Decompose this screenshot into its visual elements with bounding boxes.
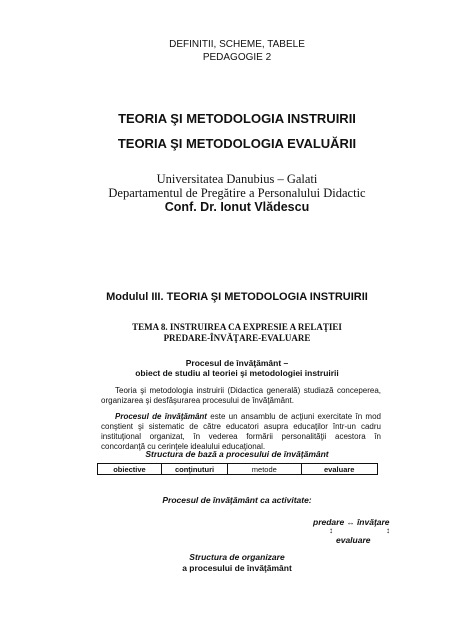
tema-line-1: TEMA 8. INSTRUIREA CA EXPRESIE A RELAŢIEI	[132, 322, 342, 332]
structure-cell-continuturi: conţinuturi	[161, 464, 227, 475]
paragraph-didactica: Teoria şi metodologia instruirii (Didactica generală) studiază conceperea, organizarea şi desfăşurarea procesului de învăţământ.	[101, 386, 381, 405]
organization-caption-2: a procesului de învăţământ	[182, 563, 292, 573]
diagram-predare	[313, 517, 390, 529]
organization-caption-1: Structura de organizare	[189, 552, 285, 562]
header-line-2: PEDAGOGIE 2	[202, 52, 272, 63]
structure-table	[97, 463, 378, 475]
definition-term: Procesul de învăţământ	[115, 412, 207, 421]
paragraph-definition	[101, 412, 381, 452]
up-down-arrow-icon-right: ↕	[386, 526, 390, 535]
left-right-arrow-icon: ↔	[346, 518, 355, 527]
section-heading-2: obiect de studiu al teoriei şi metodologiei instruirii	[135, 368, 339, 378]
module-title: Modulul III. TEORIA ŞI METODOLOGIA INSTRUIRII	[106, 291, 368, 303]
header-line-1: DEFINITII, SCHEME, TABELE	[169, 39, 305, 50]
structure-row	[98, 464, 378, 475]
structure-cell-obiective: obiective	[98, 464, 162, 475]
author-name: Conf. Dr. Ionut Vlădescu	[164, 200, 310, 214]
definition-text: este un ansamblu de acţiuni exercitate în mod conştient şi sistematic de către educatori asupra educaţilor într-un cadru instituţional organizat, în vederea formării personalităţii acestora în concordanţă cu cerinţele idealului educaţional.	[101, 412, 381, 451]
invatare-label: învăţare	[356, 517, 390, 527]
structure-cell-metode: metode	[228, 464, 301, 475]
university-name: Universitatea Danubius – Galati	[156, 172, 318, 186]
up-down-arrow-icon-left: ↕	[329, 526, 333, 535]
department-name: Departamentul de Pregătire a Personalului Didactic	[108, 186, 366, 200]
diagram-evaluare: evaluare	[336, 535, 371, 545]
section-heading-1: Procesul de învăţământ –	[185, 358, 289, 368]
structure-cell-evaluare: evaluare	[301, 464, 378, 475]
main-title-instruirii: TEORIA ŞI METODOLOGIA INSTRUIRII	[118, 111, 356, 126]
structure-caption: Structura de bază a procesului de învăţământ	[145, 449, 329, 459]
predare-label: predare	[313, 517, 345, 527]
activity-caption: Procesul de învăţământ ca activitate:	[162, 495, 312, 505]
tema-line-2: PREDARE-ÎNVĂŢARE-EVALUARE	[163, 333, 311, 343]
main-title-evaluarii: TEORIA ŞI METODOLOGIA EVALUĂRII	[117, 136, 357, 151]
